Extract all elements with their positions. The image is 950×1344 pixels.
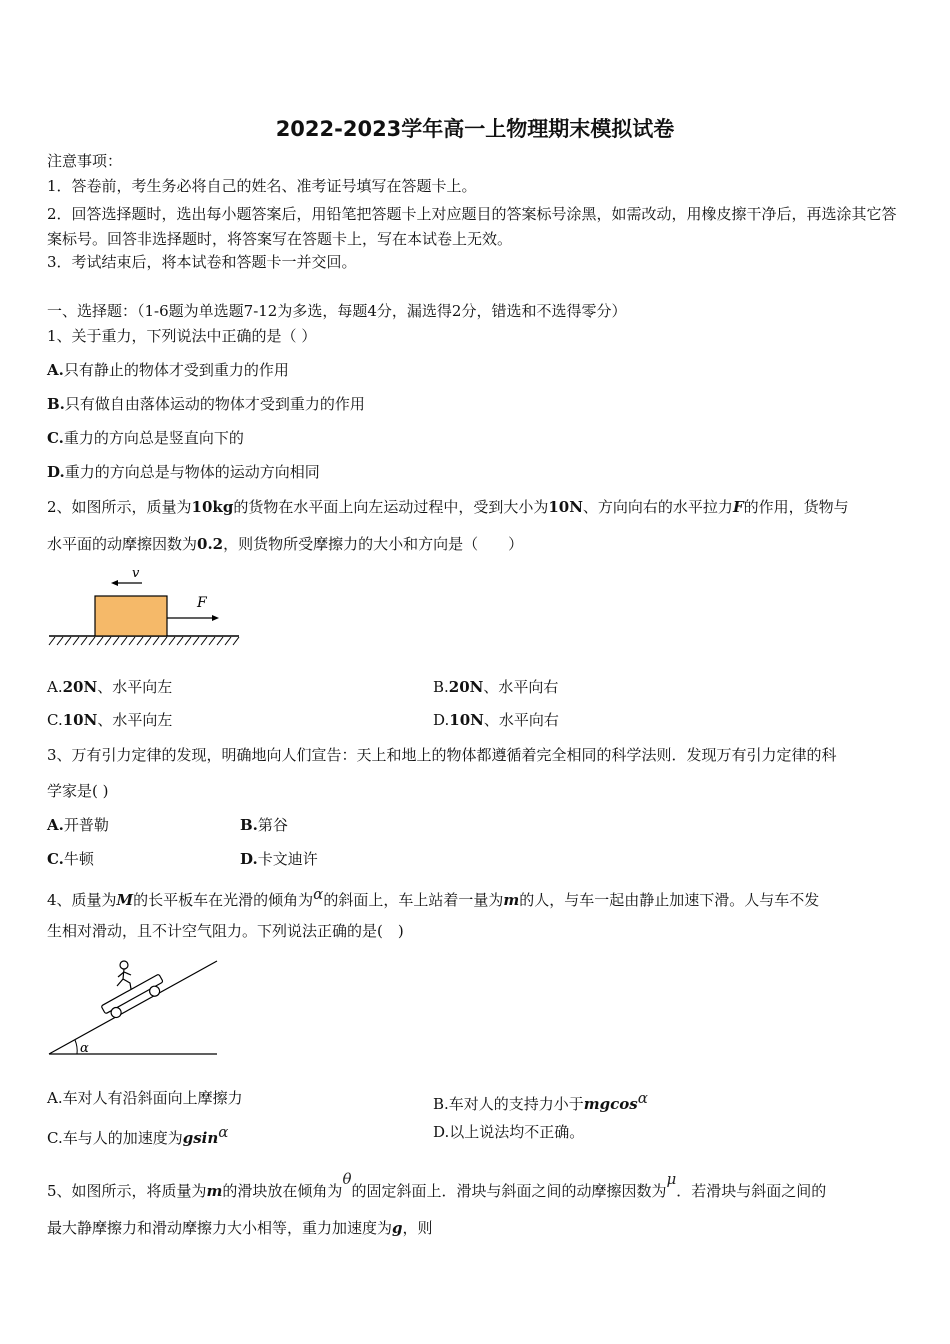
q2-option-b: B.20N、水平向右 [433, 678, 559, 696]
angle-arc [75, 1040, 77, 1054]
block-force-diagram [47, 563, 247, 648]
angle-label: α [80, 1041, 89, 1056]
q2-option-a: A.20N、水平向左 [47, 678, 173, 696]
q4-option-a: A.车对人有沿斜面向上摩擦力 [47, 1089, 243, 1107]
q4-stem-line1: 4、质量为M的长平板车在光滑的倾角为α的斜面上，车上站着一量为m的人，与车一起由静止加速下滑。人与车不发 [47, 885, 820, 909]
section-heading: 一、选择题：（1-6题为单选题7-12为多选，每题4分，漏选得2分，错选和不选得零分） [47, 302, 627, 320]
velocity-label: v [132, 566, 140, 581]
q4-option-b: B.车对人的支持力小于mgcosα [433, 1089, 648, 1113]
q1-stem: 1、关于重力，下列说法中正确的是（ ） [47, 327, 317, 345]
q2-option-c: C.10N、水平向左 [47, 711, 173, 729]
q1-option-a: A.只有静止的物体才受到重力的作用 [47, 361, 289, 379]
notice-heading: 注意事项： [47, 152, 123, 170]
force-label: F [197, 595, 207, 611]
q1-option-d: D.重力的方向总是与物体的运动方向相同 [47, 463, 320, 481]
q2-stem-line2: 水平面的动摩擦因数为0.2，则货物所受摩擦力的大小和方向是（ ） [47, 535, 524, 553]
q2-option-d: D.10N、水平向右 [433, 711, 559, 729]
q3-stem-line1: 3、万有引力定律的发现，明确地向人们宣告：天上和地上的物体都遵循着完全相同的科学法则．发现万有引力定律的科 [47, 746, 837, 764]
notice-item-2: 2．回答选择题时，选出每小题答案后，用铅笔把答题卡上对应题目的答案标号涂黑，如需改动，用橡皮擦干净后，再选涂其它答案标号。回答非选择题时，将答案写在答题卡上，写在本试卷上无效。 [47, 205, 897, 248]
notice-item-1: 1．答卷前，考生务必将自己的姓名、准考证号填写在答题卡上。 [47, 177, 477, 195]
q5-stem-line2: 最大静摩擦力和滑动摩擦力大小相等，重力加速度为g，则 [47, 1219, 433, 1237]
q4-stem-line2: 生相对滑动，且不计空气阻力。下列说法正确的是( ) [47, 922, 404, 940]
incline-cart-diagram [47, 956, 222, 1058]
q2-stem-line1: 2、如图所示，质量为10kg的货物在水平面上向左运动过程中，受到大小为10N、方向向右的水平拉力F的作用，货物与 [47, 498, 849, 516]
q4-option-c: C.车与人的加速度为gsinα [47, 1123, 229, 1147]
q3-stem-line2: 学家是( ) [47, 782, 109, 800]
cargo-block [95, 596, 167, 636]
q3-option-c: C.牛顿 [47, 850, 94, 868]
q5-stem-line1: 5、如图所示，将质量为m的滑块放在倾角为θ的固定斜面上．滑块与斜面之间的动摩擦因数为μ．若滑块与斜面之间的 [47, 1170, 827, 1200]
ground-hatching [49, 637, 239, 645]
q1-option-c: C.重力的方向总是竖直向下的 [47, 429, 244, 447]
q3-option-a: A.开普勒 [47, 816, 109, 834]
q1-option-b: B.只有做自由落体运动的物体才受到重力的作用 [47, 395, 365, 413]
notice-item-3: 3．考试结束后，将本试卷和答题卡一并交回。 [47, 253, 357, 271]
q4-option-d: D.以上说法均不正确。 [433, 1123, 585, 1141]
person-figure [117, 961, 131, 989]
cart [101, 974, 167, 1022]
q3-option-b: B.第谷 [240, 816, 288, 834]
incline-surface [49, 961, 217, 1054]
page-title: 2022-2023学年高一上物理期末模拟试卷 [275, 117, 675, 141]
q3-option-d: D.卡文迪许 [240, 850, 318, 868]
